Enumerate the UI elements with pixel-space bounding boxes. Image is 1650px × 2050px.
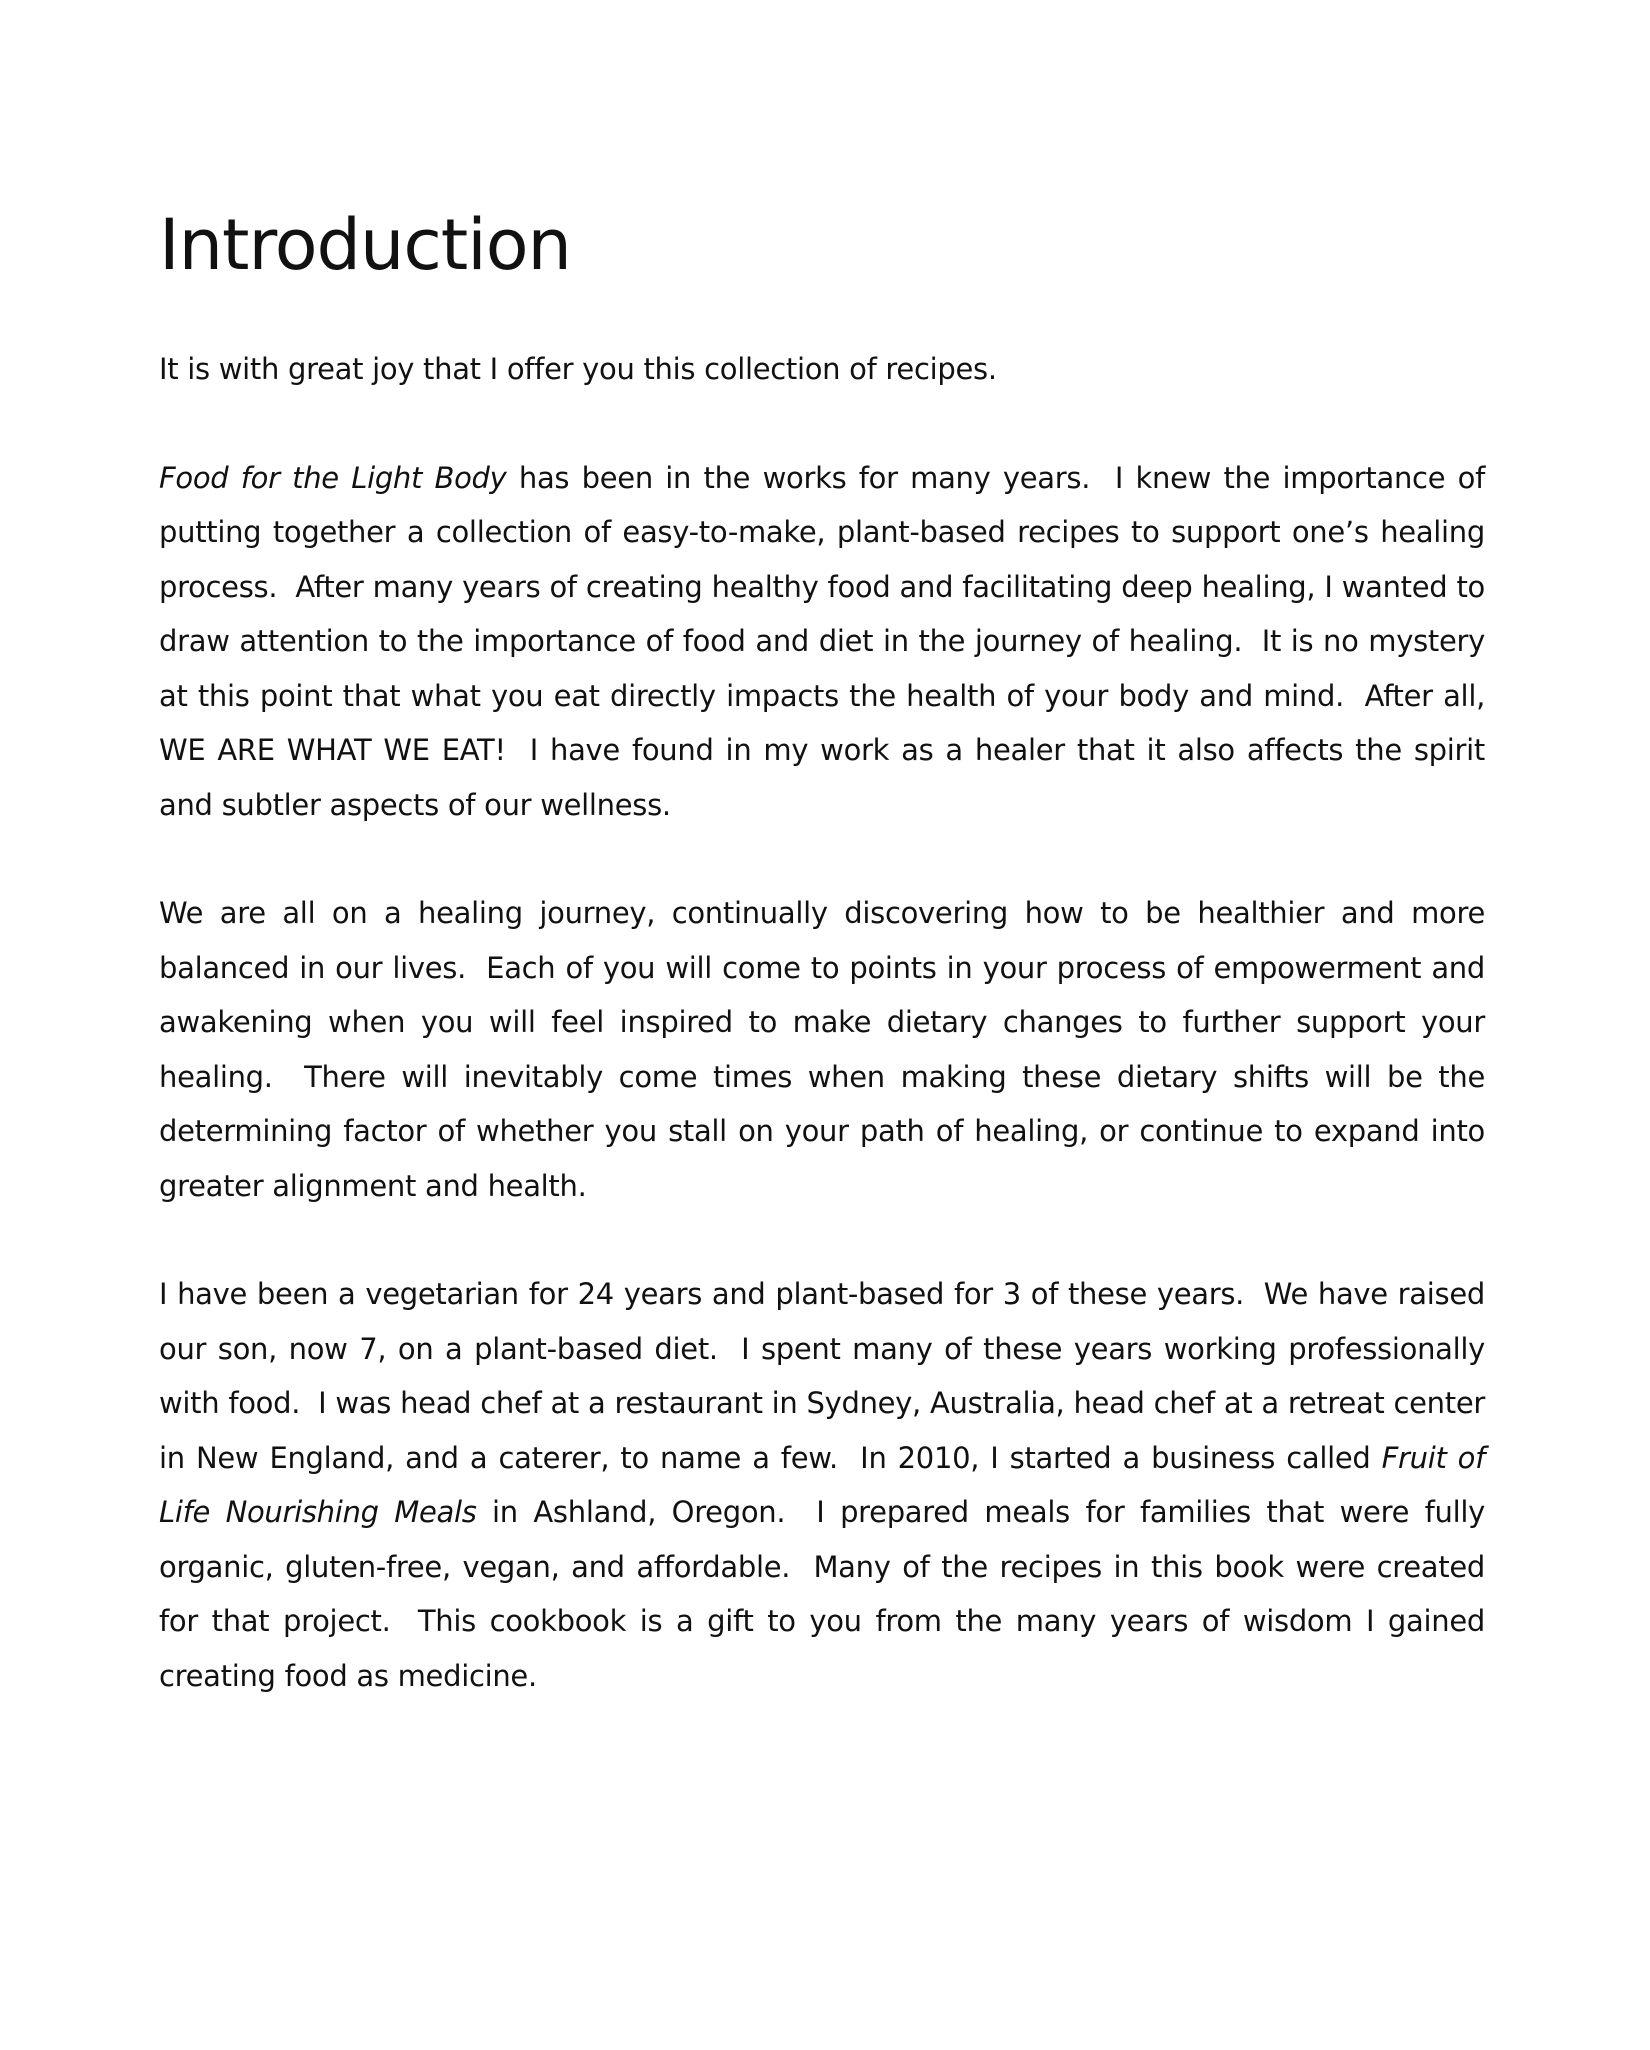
lead-paragraph: It is with great joy that I offer you this collection of recipes. <box>159 352 997 386</box>
paragraph-book-origin-text: has been in the works for many years. I knew the importance of putting together a collection of easy-to-make, plant-based recipes to support one’s healing process. After many years of creating healthy food and facilitating deep healing, I wanted to draw attention to the importance of food and diet in the journey of healing. It is no mystery at this point that what you eat directly impacts the health of your body and mind. After all, WE ARE WHAT WE EAT! I have found in my work as a healer that it also affects the spirit and subtler aspects of our wellness. <box>159 460 1485 822</box>
business-name: Fruit of Life Nourishing Meals <box>159 1440 1485 1529</box>
page-title: Introduction <box>159 204 571 286</box>
paragraph-author-background <box>159 1267 1485 1703</box>
paragraph-author-background-text-before: I have been a vegetarian for 24 years and plant-based for 3 of these years. We have raised our son, now 7, on a plant-based diet. I spent many of these years working professionally with food. I was head chef at a restaurant in Sydney, Australia, head chef at a retreat center in New England, and a caterer, to name a few. In 2010, I started a business called <box>159 1277 1485 1475</box>
paragraph-author-background-text-after: in Ashland, Oregon. I prepared meals for families that were fully organic, gluten-free, vegan, and affordable. Many of the recipes in this book were created for that project. This cookbook is a gift to you from the many years of wisdom I gained creating food as medicine. <box>159 1495 1485 1693</box>
document-page <box>159 200 1485 1703</box>
paragraph-healing-journey: We are all on a healing journey, continually discovering how to be healthier and more balanced in our lives. Each of you will come to points in your process of empowerment and awakening when you will feel inspired to make dietary changes to further support your healing. There will inevitably come times when making these dietary shifts will be the determining factor of whether you stall on your path of healing, or continue to expand into greater alignment and health. <box>159 896 1485 1203</box>
paragraph-book-origin <box>159 451 1485 833</box>
book-title: Food for the Light Body <box>159 460 507 495</box>
